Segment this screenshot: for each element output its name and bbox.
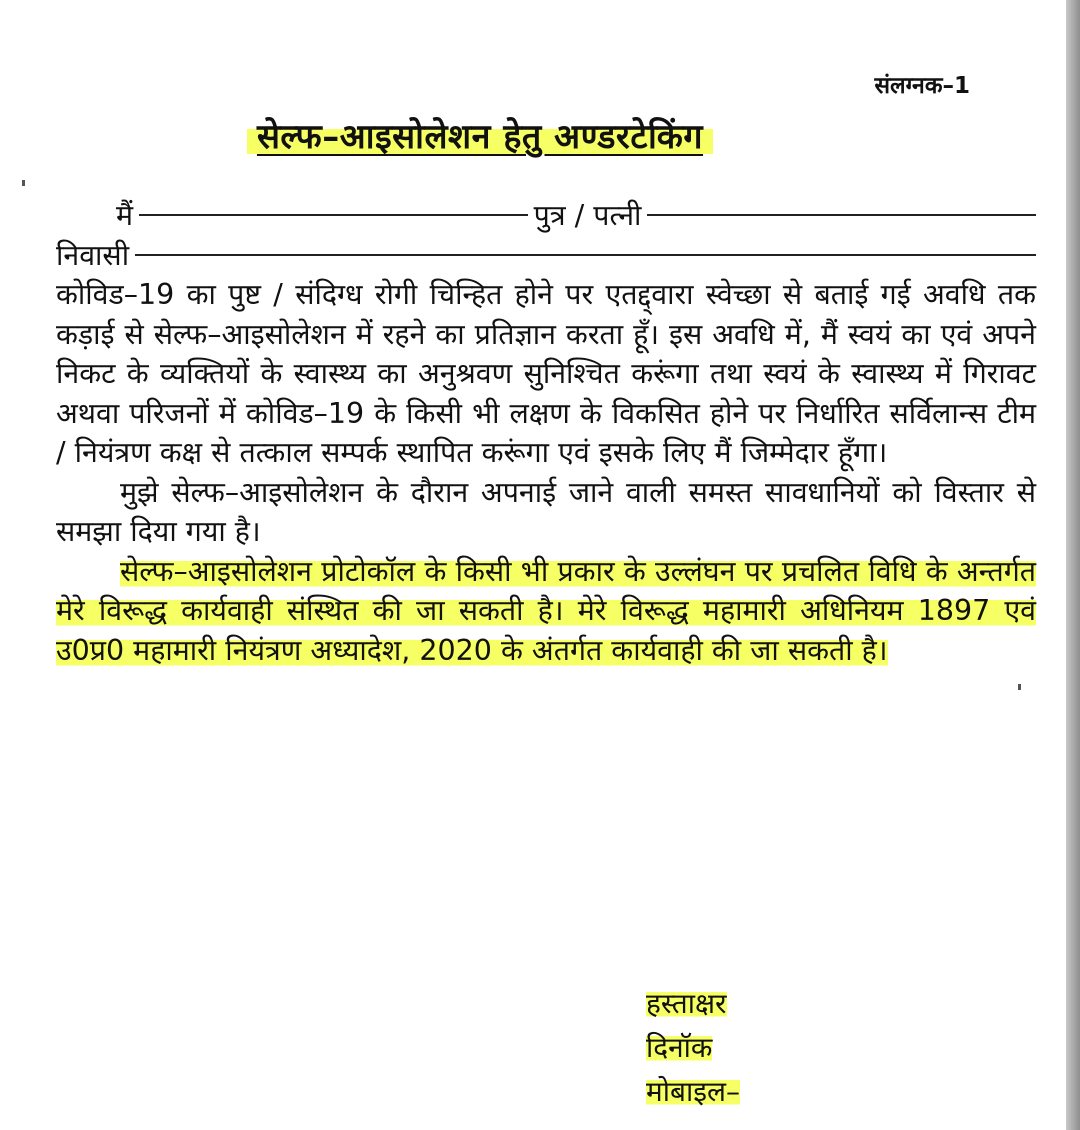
signature-block [646,982,740,1114]
date-field [646,1026,740,1070]
mobile-field [646,1070,740,1114]
name-relation-line [56,196,1036,236]
relation-blank [647,214,1036,216]
annex-label: संलग्नक–1 [874,73,970,99]
residence-blank [135,254,1036,256]
document-body [56,196,1036,670]
page-edge-shadow [1066,0,1080,1130]
undertaking-paragraph-1: कोविड–19 का पुष्ट / संदिग्ध रोगी चिन्हित होने पर एतद्द्वारा स्वेच्छा से बताई गई अवधि तक कड़ाई से सेल्फ–आइसोलेशन में रहने का प्रतिज्ञान करता हूँ। इस अवधि में, मैं स्वयं का एवं अपने निकट के व्यक्तियों के स्वास्थ्य का अनुश्रवण सुनिश्चित करूंगा तथा स्वयं के स्वास्थ्य में गिरावट अथवा परिजनों में कोविड–19 के किसी भी लक्षण के विकसित होने पर निर्धारित सर्विलान्स टीम / नियंत्रण कक्ष से तत्काल सम्पर्क स्थापित करूंगा एवं इसके लिए मैं जिम्मेदार हूँगा। [56,278,1036,469]
signature-label: हस्ताक्षर [646,987,727,1020]
document-title-text: सेल्फ–आइसोलेशन हेतु अण्डरटेकिंग [247,117,713,157]
scan-speck [22,180,25,186]
residence-line [56,236,1036,276]
name-prefix-label: मैं [116,199,134,232]
scan-speck [1018,684,1021,690]
residence-label: निवासी [56,238,130,272]
undertaking-paragraph-2: मुझे सेल्फ–आइसोलेशन के दौरान अपनाई जाने वाली समस्त सावधानियों को विस्तार से समझा दिया गया है। [56,475,1036,548]
signature-field [646,982,740,1026]
date-label: दिनॉक [646,1031,713,1064]
highlighted-warning-text: सेल्फ–आइसोलेशन प्रोटोकॉल के किसी भी प्रकार के उल्लंघन पर प्रचलित विधि के अन्तर्गत मेरे विरूद्ध कार्यवाही संस्थित की जा सकती है। मेरे विरूद्ध महामारी अधिनियम 1897 एवं उ0प्र0 महामारी नियंत्रण अध्यादेश, 2020 के अंतर्गत कार्यवाही की जा सकती है। [56,554,1036,667]
document-title [0,112,960,158]
name-blank [139,214,528,216]
undertaking-paragraph-3 [56,552,1036,671]
relation-label: पुत्र / पत्नी [533,199,642,232]
mobile-label: मोबाइल– [646,1075,740,1108]
